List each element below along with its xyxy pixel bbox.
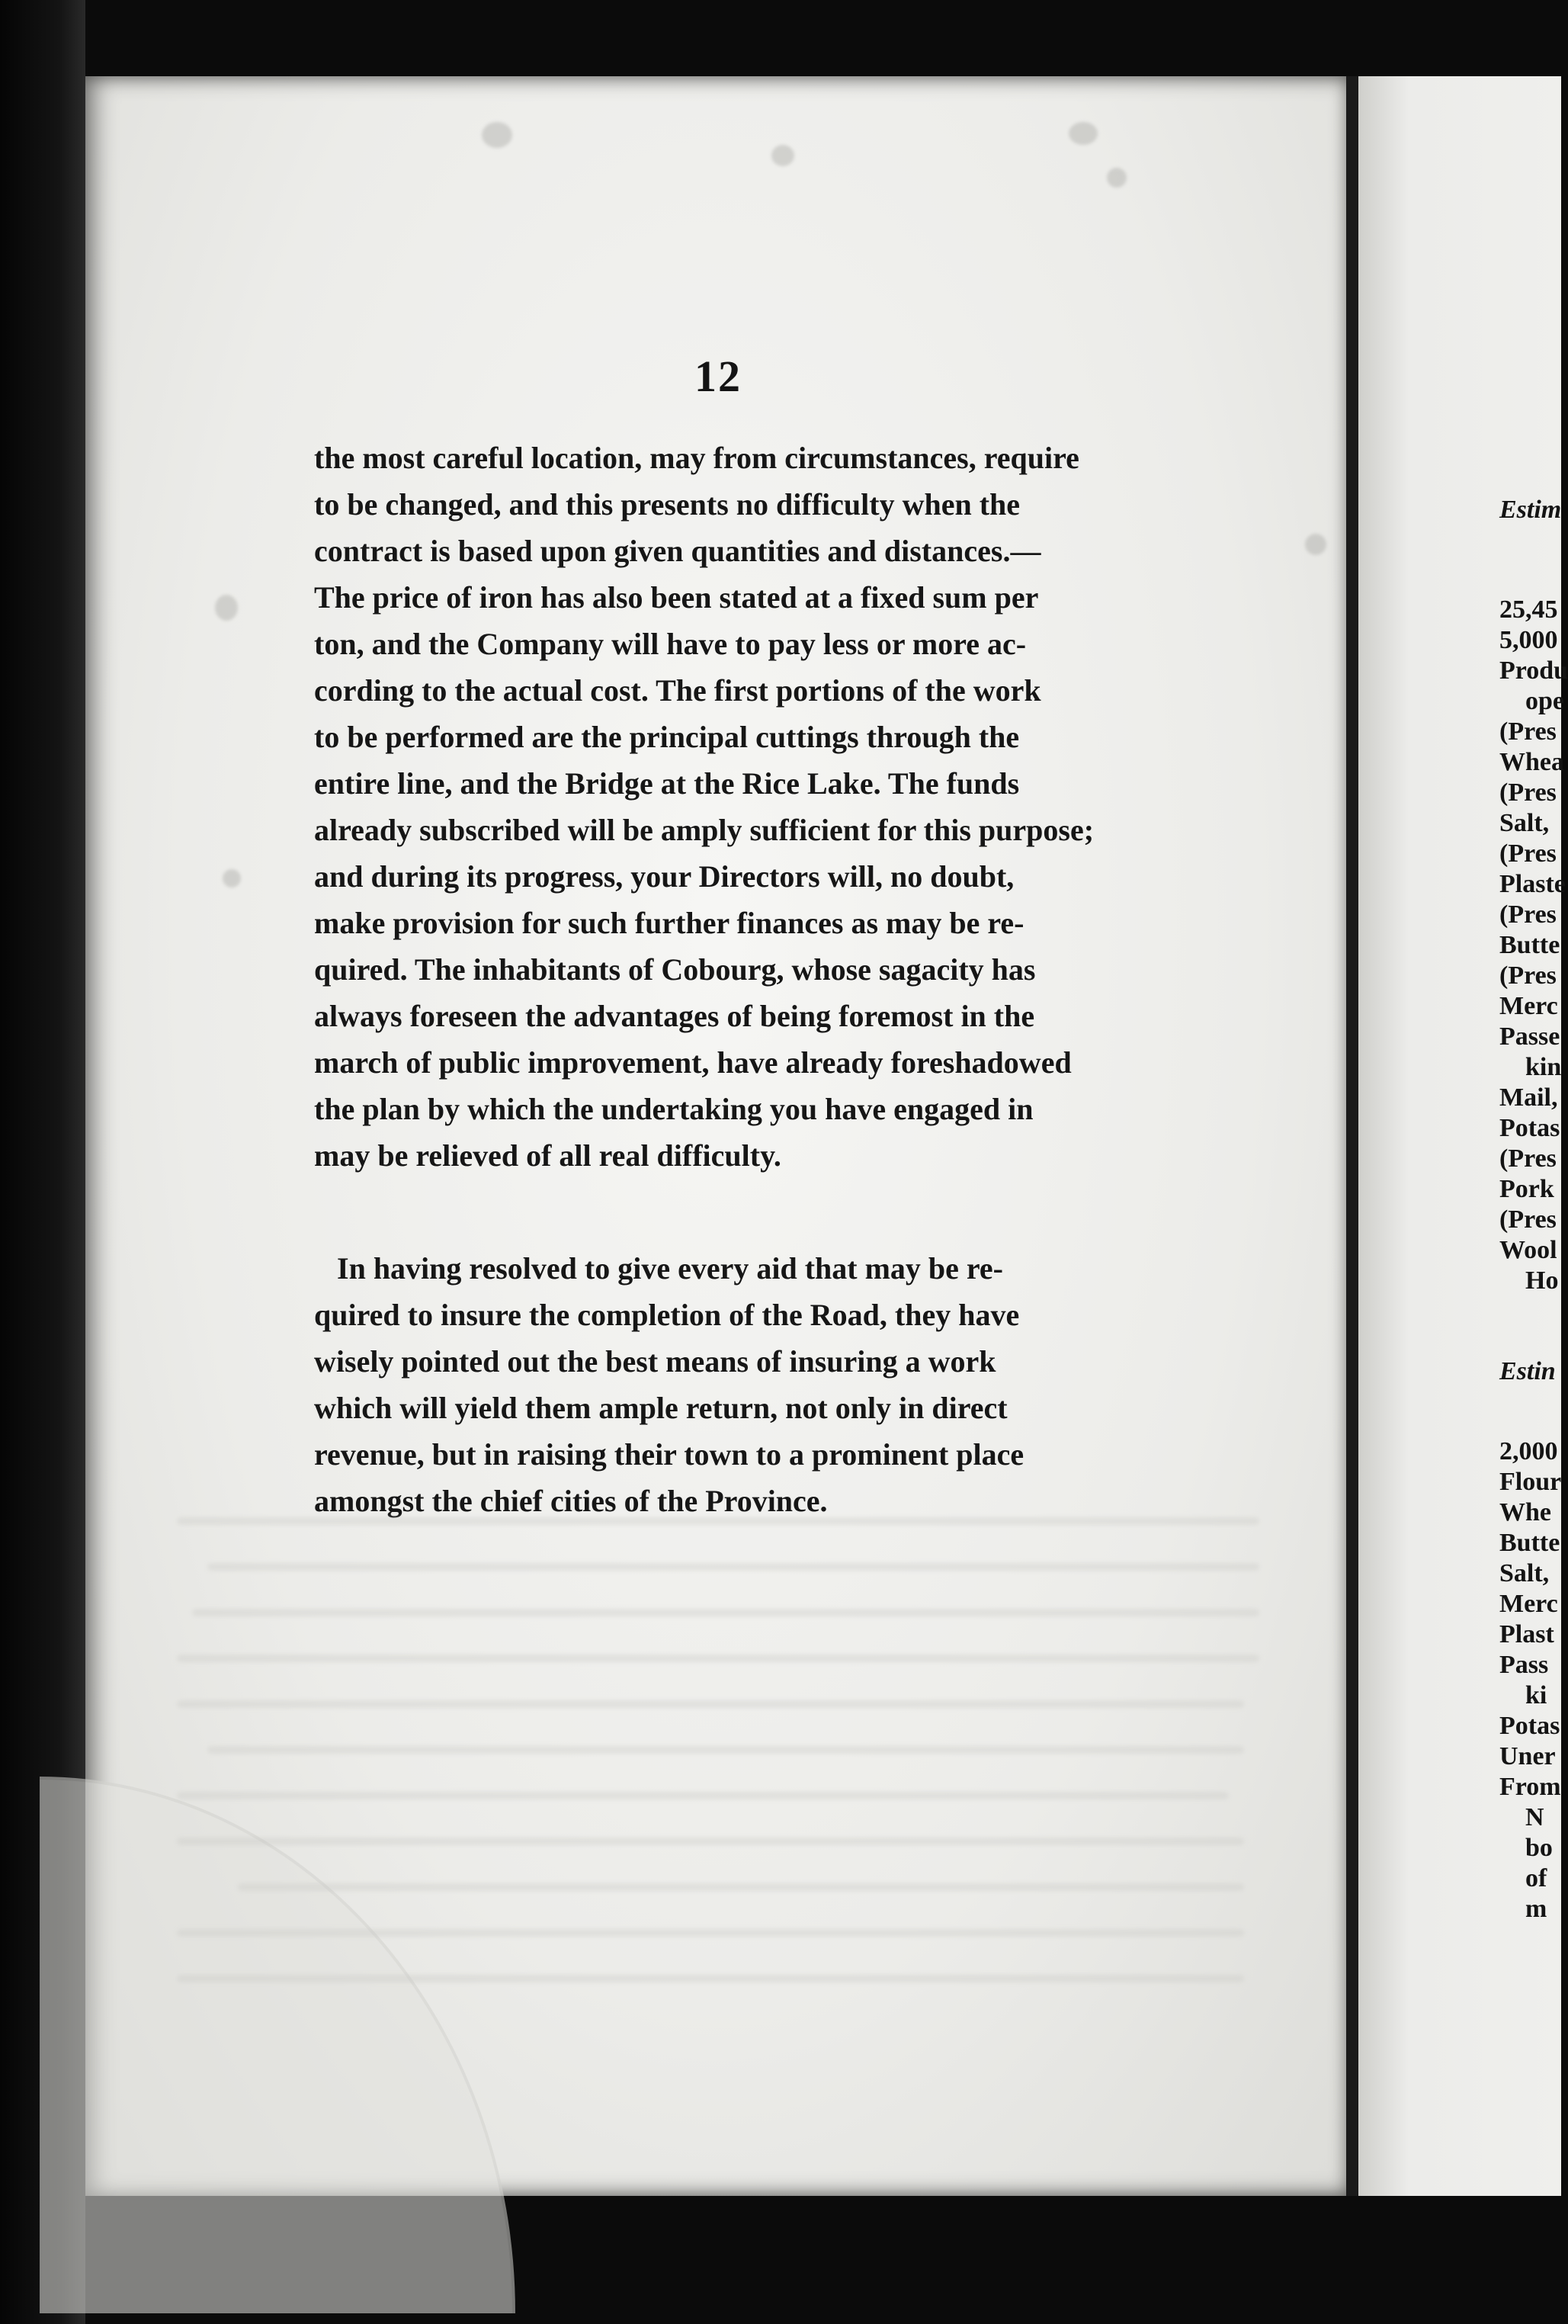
right-page-list-item: Whea [1499, 748, 1564, 776]
bleed-through-line [207, 1746, 1244, 1754]
right-page-list-item: Ho [1525, 1266, 1559, 1295]
paper-speck [1305, 534, 1326, 555]
right-page-list-item: ki [1525, 1681, 1547, 1709]
paper-speck [482, 122, 512, 148]
right-page-list-item: Whe [1499, 1498, 1551, 1526]
right-page-list-item: (Pres [1499, 839, 1557, 868]
right-page-list-2 [1499, 1436, 1561, 1924]
right-page-list-item: Produ [1499, 656, 1568, 685]
paragraph-1: the most careful location, may from circumstances, require to be changed, and this presents no difficulty when the contract is based upon given quantities and distances.— The price of iron has also been stated at a fixed sum per ton, and the Company will have to pay less or more ac- cording to the actual cost. The first portions of the work to be performed are the principal cuttings through the entire line, and the Bridge at the Rice Lake. The funds already subscribed will be amply sufficient for this purpose; and during its progress, your Directors will, no doubt, make provision for such further finances as may be re- quired. The inhabitants of Cobourg, whose sagacity has always foreseen the advantages of being foremost in the march of public improvement, have already foreshadowed the plan by which the undertaking you have engaged in may be relieved of all real difficulty. [314, 441, 1095, 1173]
right-page-partial [1358, 76, 1568, 2196]
right-page-header-2: Estin [1499, 1357, 1556, 1385]
right-page-list-item: of [1525, 1864, 1547, 1892]
paragraph-2: In having resolved to give every aid that may be re- quired to insure the completion of the Road, they have wisely pointed out the best means of insuring a work which will yield them ample return, not only in direct revenue, but in raising their town to a prominent place amongst the chief cities of the Province. [314, 1251, 1024, 1518]
right-page-list-item: Butte [1499, 1529, 1560, 1557]
right-page-list-item: N [1525, 1803, 1544, 1831]
paper-speck [1069, 122, 1098, 145]
paper-speck [215, 595, 238, 621]
left-page [85, 76, 1351, 2196]
right-page-list-item: bo [1525, 1834, 1553, 1862]
right-page-list-item: (Pres [1499, 1205, 1557, 1234]
bleed-through-line [192, 1609, 1259, 1616]
bleed-through-line [177, 1655, 1259, 1662]
right-page-list-item: Potas [1499, 1114, 1560, 1142]
right-page-list-item: 2,000 [1499, 1437, 1558, 1465]
right-page-list-item: kin [1525, 1053, 1562, 1081]
right-page-list-item: Merc [1499, 992, 1558, 1020]
right-page-list-item: Wool [1499, 1236, 1557, 1264]
bleed-through-line [177, 1517, 1259, 1525]
right-page-list-item: Salt, [1499, 809, 1550, 837]
right-page-list-item: m [1525, 1895, 1547, 1923]
right-page-list-item: Plast [1499, 1620, 1554, 1648]
right-page-list-item: Mail, [1499, 1083, 1558, 1112]
right-page-list-item: (Pres [1499, 778, 1557, 807]
right-page-list-item: Pass [1499, 1651, 1549, 1679]
right-page-list-item: ope [1525, 687, 1564, 715]
right-page-header: Estim [1499, 496, 1562, 524]
right-page-list-item: (Pres [1499, 717, 1557, 746]
paper-speck [771, 145, 794, 166]
right-page-list-item: Plaste [1499, 870, 1566, 898]
right-page-list-item: 5,000 [1499, 626, 1558, 654]
right-page-list-item: Salt, [1499, 1559, 1550, 1587]
torn-page-corner [40, 1777, 515, 2313]
right-page-list-item: Pork [1499, 1175, 1554, 1203]
right-page-list-item: Butte [1499, 931, 1560, 959]
bleed-through-line [177, 1700, 1244, 1708]
bleed-through-line [177, 1975, 1244, 1982]
page-number: 12 [694, 351, 742, 401]
right-page-list-item: Merc [1499, 1590, 1558, 1618]
bleed-through-line [177, 1792, 1229, 1799]
right-page-list-1 [1499, 595, 1568, 1296]
right-page-list-item: 25,45 [1499, 595, 1558, 624]
bleed-through-line [177, 1929, 1244, 1937]
right-page-list-item: Uner [1499, 1742, 1556, 1770]
right-page-list-item: (Pres [1499, 1144, 1557, 1173]
right-page-list-item: (Pres [1499, 961, 1557, 990]
right-page-list-item: Potas [1499, 1712, 1560, 1740]
paper-speck [223, 869, 241, 888]
bleed-through-line [238, 1883, 1244, 1891]
right-page-list-item: Passe [1499, 1022, 1560, 1051]
bleed-through-line [207, 1563, 1259, 1571]
right-page-list-item: (Pres [1499, 900, 1557, 929]
bleed-through-line [177, 1838, 1244, 1845]
right-page-list-item: Flour [1499, 1468, 1562, 1496]
paper-speck [1107, 168, 1127, 188]
right-page-list-item: From [1499, 1773, 1561, 1801]
